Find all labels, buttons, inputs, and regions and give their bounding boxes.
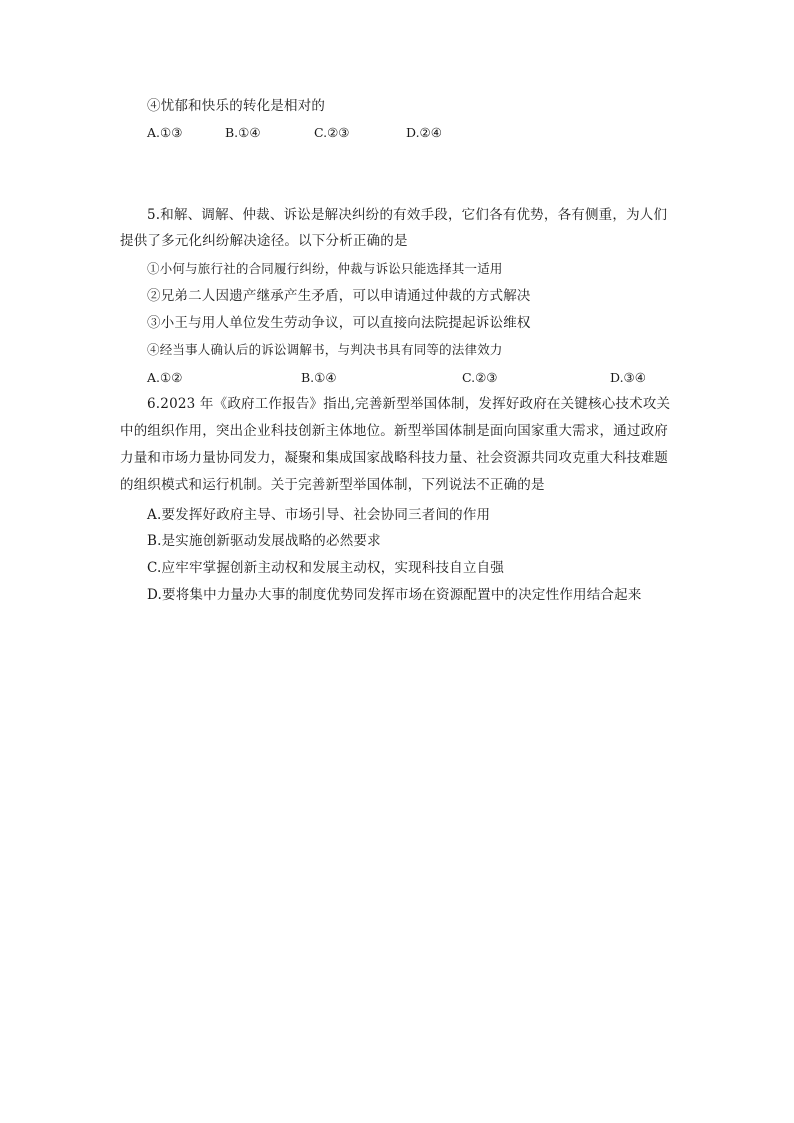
q5-item-2: ②兄弟二人因遗产继承产生矛盾，可以申请通过仲裁的方式解决 bbox=[147, 288, 531, 304]
q5-option-b: B.①④ bbox=[301, 370, 337, 385]
q5-option-a: A.①② bbox=[147, 370, 183, 385]
q5-item-4: ④经当事人确认后的诉讼调解书，与判决书具有同等的法律效力 bbox=[147, 342, 503, 357]
q5-option-c: C.②③ bbox=[462, 370, 498, 385]
q6-stem-line-2: 中的组织作用，突出企业科技创新主体地位。新型举国体制是面向国家重大需求，通过政府 bbox=[120, 423, 668, 439]
q5-item-3: ③小王与用人单位发生劳动争议，可以直接向法院提起诉讼维权 bbox=[147, 315, 531, 331]
q6-stem-line-3: 力量和市场力量协同发力，凝聚和集成国家战略科技力量、社会资源共同攻克重大科技难题 bbox=[120, 450, 668, 466]
q4-option-b: B.①④ bbox=[225, 125, 261, 140]
q6-option-a: A.要发挥好政府主导、市场引导、社会协同三者间的作用 bbox=[147, 507, 491, 523]
q4-item-4: ④忧郁和快乐的转化是相对的 bbox=[147, 98, 326, 114]
q6-stem-line-4: 的组织模式和运行机制。关于完善新型举国体制，下列说法不正确的是 bbox=[120, 477, 545, 493]
q5-stem-line-1: 5.和解、调解、仲裁、诉讼是解决纠纷的有效手段，它们各有优势，各有侧重，为人们 bbox=[147, 207, 668, 223]
q4-option-c: C.②③ bbox=[314, 125, 350, 140]
q5-option-d: D.③④ bbox=[610, 370, 646, 385]
q6-option-b: B.是实施创新驱动发展战略的必然要求 bbox=[147, 533, 381, 549]
q5-stem-line-2: 提供了多元化纠纷解决途径。以下分析正确的是 bbox=[120, 233, 408, 249]
q6-option-d: D.要将集中力量办大事的制度优势同发挥市场在资源配置中的决定性作用结合起来 bbox=[147, 587, 642, 603]
q4-option-d: D.②④ bbox=[406, 125, 442, 140]
q6-stem-line-1: 6.2023 年《政府工作报告》指出,完善新型举国体制，发挥好政府在关键核心技术攻关 bbox=[147, 396, 671, 412]
q5-item-1: ①小何与旅行社的合同履行纠纷，仲裁与诉讼只能选择其一适用 bbox=[147, 261, 503, 276]
q4-option-a: A.①③ bbox=[147, 125, 183, 140]
q6-option-c: C.应牢牢掌握创新主动权和发展主动权，实现科技自立自强 bbox=[147, 560, 505, 576]
